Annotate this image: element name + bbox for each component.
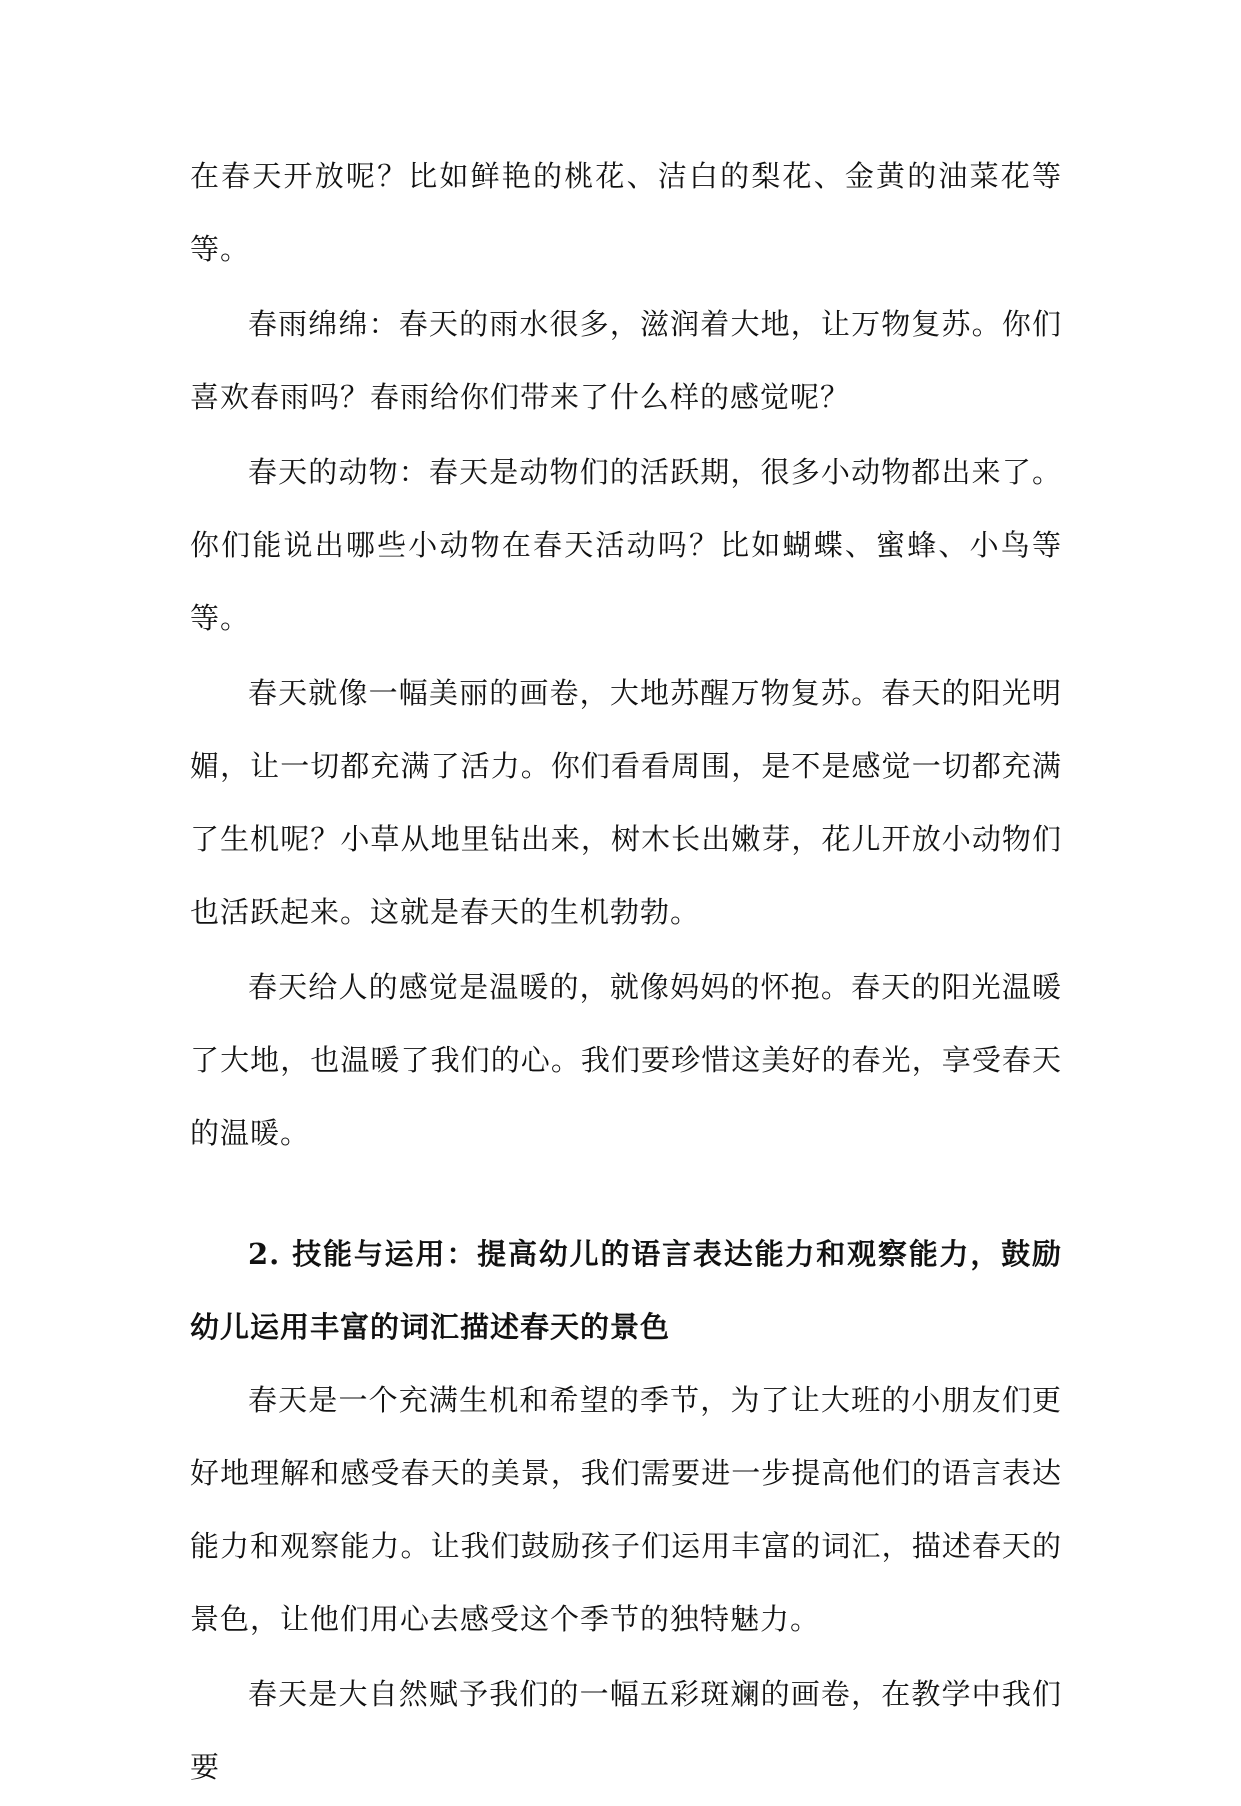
paragraph-spring-rain: 春雨绵绵：春天的雨水很多，滋润着大地，让万物复苏。你们喜欢春雨吗？春雨给你们带来了什么样的感觉呢？: [190, 307, 1062, 414]
paragraph-skills-continued: 春天是大自然赋予我们的一幅五彩斑斓的画卷，在教学中我们要: [190, 1677, 1062, 1784]
paragraph-spring-animals: 春天的动物：春天是动物们的活跃期，很多小动物都出来了。你们能说出哪些小动物在春天活动吗？比如蝴蝶、蜜蜂、小鸟等等。: [190, 455, 1062, 635]
section-heading: 2. 技能与运用：提高幼儿的语言表达能力和观察能力，鼓励幼儿运用丰富的词汇描述春天的景色: [190, 1237, 1062, 1344]
document-body: [190, 140, 1062, 1806]
paragraph-spring-warmth: 春天给人的感觉是温暖的，就像妈妈的怀抱。春天的阳光温暖了大地，也温暖了我们的心。我们要珍惜这美好的春光，享受春天的温暖。: [190, 970, 1062, 1150]
paragraph-continued: 在春天开放呢？比如鲜艳的桃花、洁白的梨花、金黄的油菜花等等。: [190, 159, 1062, 266]
paragraph-skills-intro: 春天是一个充满生机和希望的季节，为了让大班的小朋友们更好地理解和感受春天的美景，我们需要进一步提高他们的语言表达能力和观察能力。让我们鼓励孩子们运用丰富的词汇，描述春天的景色，让他们用心去感受这个季节的独特魅力。: [190, 1383, 1062, 1636]
paragraph-spring-vitality: 春天就像一幅美丽的画卷，大地苏醒万物复苏。春天的阳光明媚，让一切都充满了活力。你们看看周围，是不是感觉一切都充满了生机呢？小草从地里钻出来，树木长出嫩芽，花儿开放小动物们也活跃起来。这就是春天的生机勃勃。: [190, 676, 1062, 929]
